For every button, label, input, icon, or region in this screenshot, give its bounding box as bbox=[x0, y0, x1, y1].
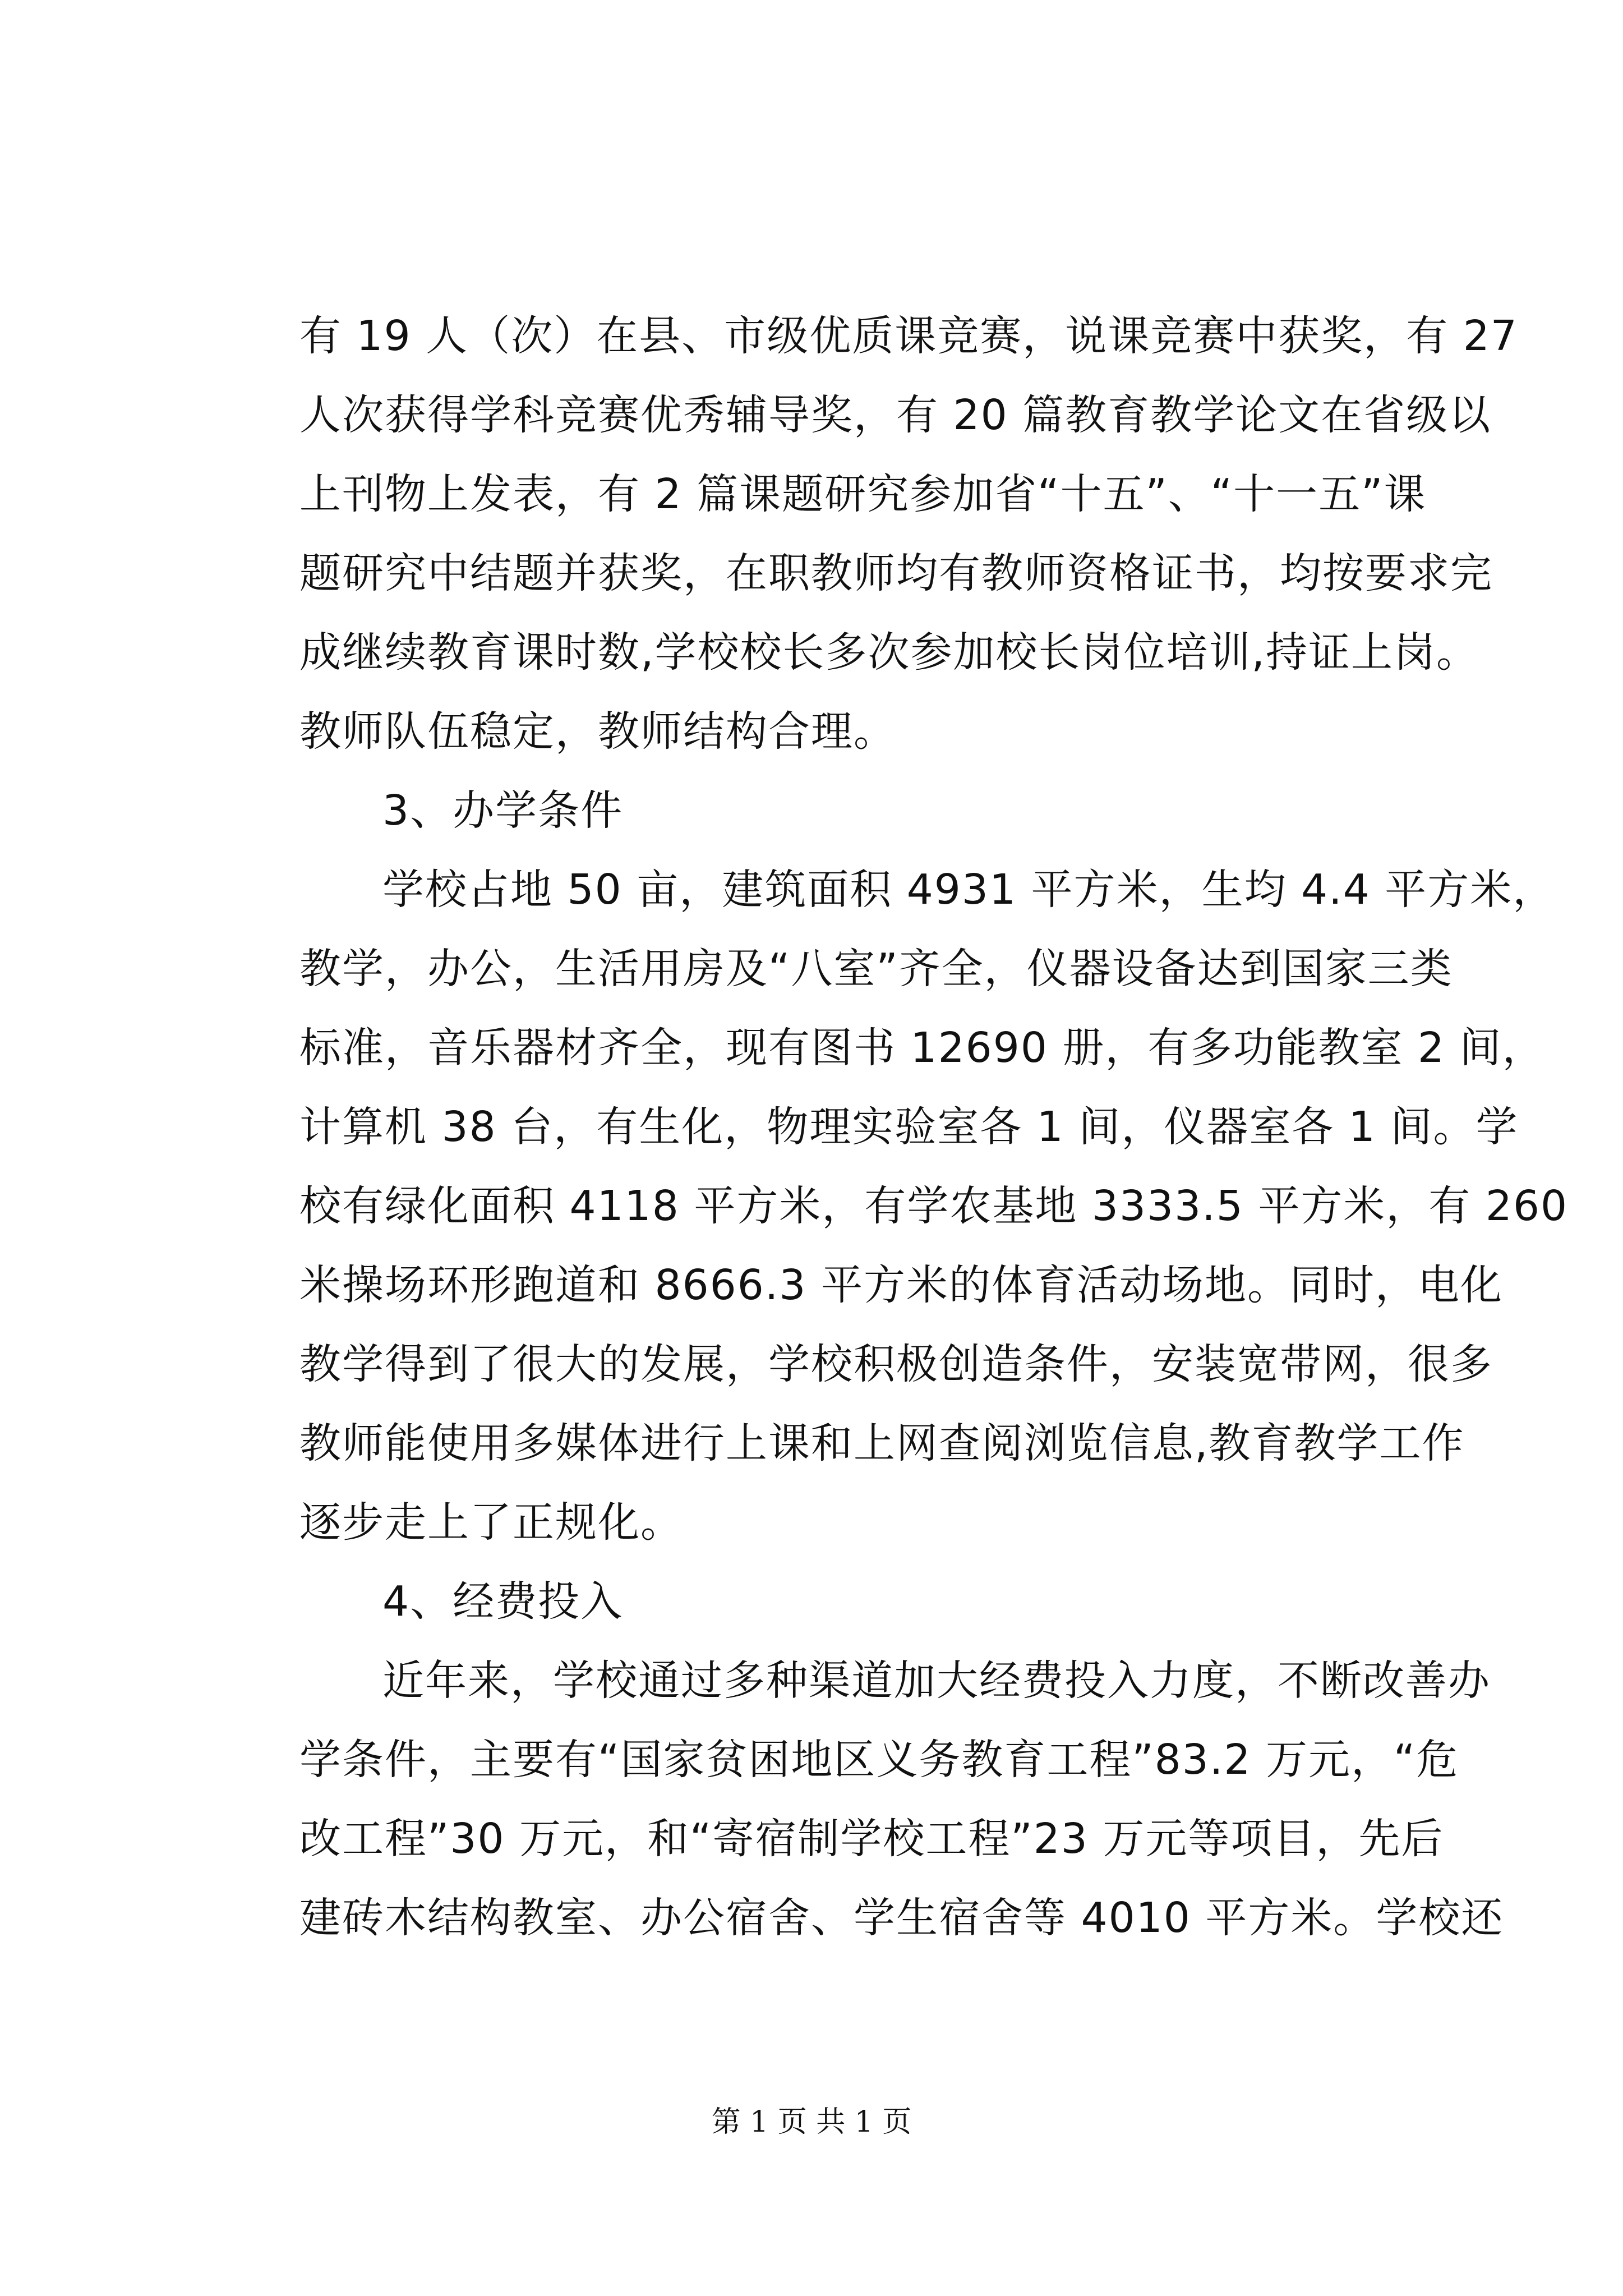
body-text-line: 教师能使用多媒体进行上课和上网查阅浏览信息,教育教学工作 bbox=[299, 1419, 1465, 1467]
section-heading: 3、办学条件 bbox=[382, 786, 624, 835]
paragraph-first-line: 近年来，学校通过多种渠道加大经费投入力度，不断改善办 bbox=[382, 1657, 1491, 1705]
body-text-line: 题研究中结题并获奖，在职教师均有教师资格证书，均按要求完 bbox=[299, 549, 1493, 597]
page-number-footer: 第 1 页 共 1 页 bbox=[711, 2105, 912, 2139]
body-text-line: 教师队伍稳定，教师结构合理。 bbox=[299, 707, 896, 756]
body-text-line: 改工程”30 万元，和“寄宿制学校工程”23 万元等项目，先后 bbox=[299, 1815, 1444, 1863]
body-text-line: 人次获得学科竞赛优秀辅导奖，有 20 篇教育教学论文在省级以 bbox=[299, 391, 1492, 439]
body-text-line: 教学得到了很大的发展，学校积极创造条件，安装宽带网，很多 bbox=[299, 1340, 1493, 1388]
body-text-line: 上刊物上发表，有 2 篇课题研究参加省“十五”、“十一五”课 bbox=[299, 470, 1427, 518]
section-heading: 4、经费投入 bbox=[382, 1577, 624, 1626]
paragraph-first-line: 学校占地 50 亩，建筑面积 4931 平方米，生均 4.4 平方米， bbox=[382, 866, 1556, 914]
body-text-line: 学条件，主要有“国家贫困地区义务教育工程”83.2 万元，“危 bbox=[299, 1736, 1459, 1784]
body-text-line: 有 19 人（次）在县、市级优质课竞赛，说课竞赛中获奖，有 27 bbox=[299, 312, 1518, 360]
body-text-line: 计算机 38 台，有生化，物理实验室各 1 间，仪器室各 1 间。学 bbox=[299, 1103, 1519, 1151]
body-text-line: 逐步走上了正规化。 bbox=[299, 1498, 683, 1547]
body-text-line: 建砖木结构教室、办公宿舍、学生宿舍等 4010 平方米。学校还 bbox=[299, 1894, 1504, 1942]
body-text-line: 校有绿化面积 4118 平方米，有学农基地 3333.5 平方米，有 260 bbox=[299, 1182, 1569, 1230]
body-text-line: 米操场环形跑道和 8666.3 平方米的体育活动场地。同时，电化 bbox=[299, 1261, 1503, 1309]
body-text-line: 教学，办公，生活用房及“八室”齐全，仪器设备达到国家三类 bbox=[299, 945, 1453, 993]
body-text-line: 标准，音乐器材齐全，现有图书 12690 册，有多功能教室 2 间， bbox=[299, 1024, 1545, 1072]
body-text-line: 成继续教育课时数,学校校长多次参加校长岗位培训,持证上岗。 bbox=[299, 628, 1479, 677]
